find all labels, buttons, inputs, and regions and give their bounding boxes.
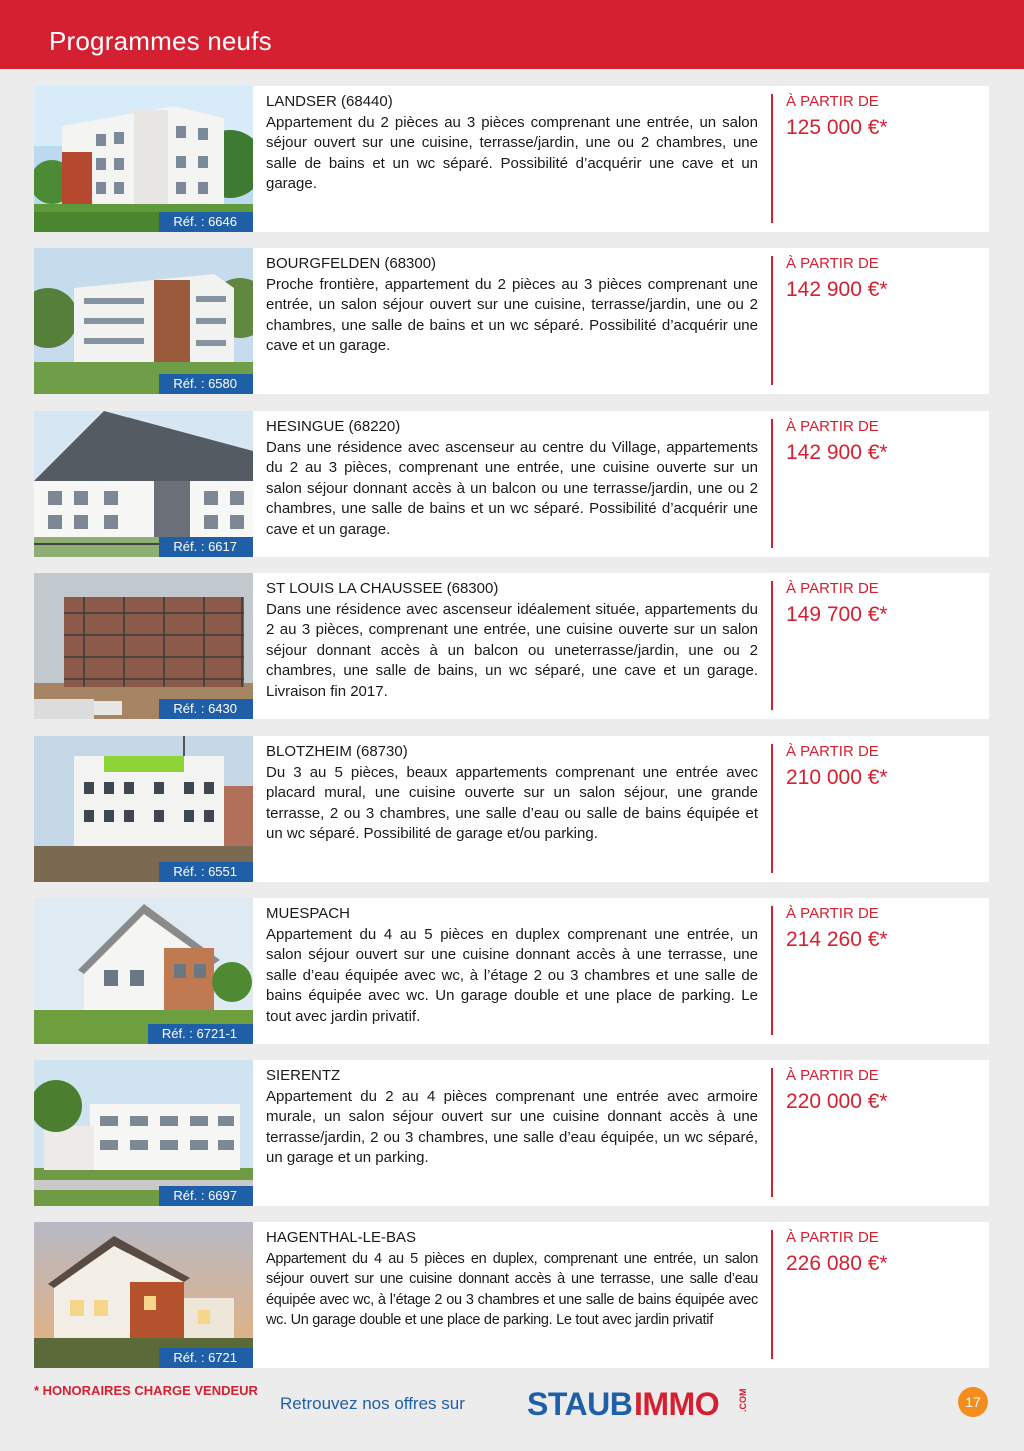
- listing-description: Appartement du 2 au 4 pièces comprenant une entrée avec armoire murale, un salon séjour ouvert sur une cuisine donnant accès à une terrasse/jardin, 2 ou 3 chambres, une salle d’eau équipée, un wc séparé, un garage et un parking.: [266, 1087, 758, 1166]
- property-photo[interactable]: [34, 1060, 253, 1206]
- reference-badge: Réf. : 6721-1: [148, 1024, 253, 1044]
- price: 226 080 €*: [786, 1252, 888, 1275]
- staubimmo-logo[interactable]: [527, 1384, 751, 1424]
- divider: [771, 94, 773, 223]
- listing-card[interactable]: [34, 248, 989, 394]
- building-illustration: [34, 1060, 253, 1206]
- house-illustration: [34, 1222, 253, 1368]
- listing-card[interactable]: [34, 1060, 989, 1206]
- listing-description: Appartement du 4 au 5 pièces en duplex, comprenant une entrée, un salon séjour ouvert sur une cuisine donnant accès à une terrasse, une salle d’eau équipée avec wc, à l’étage 2 ou 3 chambres et une salle de bains équipée avec wc. Un garage double et une place de parking. Le tout avec jardin privatif: [266, 1250, 758, 1328]
- listing-card[interactable]: [34, 736, 989, 882]
- divider: [771, 256, 773, 385]
- divider: [771, 906, 773, 1035]
- listing-title: HESINGUE (68220): [266, 418, 401, 435]
- listing-description: Proche frontière, appartement du 2 pièces au 3 pièces comprenant une entrée, un salon séjour ouvert sur une cuisine, terrasse/jardin, une ou 2 chambres, une salle de bains et un wc séparé. Possibilité d’acquérir une cave et un garage.: [266, 275, 758, 354]
- price-label: À PARTIR DE: [786, 1067, 879, 1084]
- property-photo[interactable]: [34, 411, 253, 557]
- price-label: À PARTIR DE: [786, 1229, 879, 1246]
- price: 142 900 €*: [786, 278, 888, 301]
- price-label: À PARTIR DE: [786, 93, 879, 110]
- listing-card[interactable]: [34, 898, 989, 1044]
- logo-part-staub: STAUB: [527, 1386, 633, 1422]
- listing-card[interactable]: [34, 573, 989, 719]
- property-photo[interactable]: [34, 1222, 253, 1368]
- price: 125 000 €*: [786, 116, 888, 139]
- price: 220 000 €*: [786, 1090, 888, 1113]
- listing-card[interactable]: [34, 411, 989, 557]
- website-tagline: Retrouvez nos offres sur: [280, 1394, 465, 1413]
- fee-footnote: * HONORAIRES CHARGE VENDEUR: [34, 1383, 258, 1398]
- reference-badge: Réf. : 6430: [159, 699, 253, 719]
- building-illustration: [34, 86, 253, 232]
- listing-title: HAGENTHAL-LE-BAS: [266, 1229, 417, 1246]
- divider: [771, 1230, 773, 1359]
- divider: [771, 744, 773, 873]
- listing-description: Dans une résidence avec ascenseur au centre du Village, appartements du 2 au 3 pièces, comprenant une entrée, une cuisine ouverte sur un salon séjour donnant accès à un balcon ou une terrasse/jardin, une ou 2 chambres, une salle de bains et un wc séparé. Possibilité d’acquérir une cave et un garage.: [266, 438, 758, 538]
- logo-part-immo: IMMO: [634, 1386, 720, 1422]
- price: 210 000 €*: [786, 766, 888, 789]
- property-photo[interactable]: [34, 898, 253, 1044]
- property-photo[interactable]: [34, 248, 253, 394]
- logo-suffix-com: .COM: [738, 1388, 748, 1412]
- construction-photo: [34, 573, 253, 719]
- listing-card[interactable]: [34, 86, 989, 232]
- building-illustration: [34, 736, 253, 882]
- listing-title: MUESPACH: [266, 905, 350, 922]
- price-label: À PARTIR DE: [786, 905, 879, 922]
- listing-description: Du 3 au 5 pièces, beaux appartements comprenant une entrée avec placard mural, une cuisine ouverte sur un salon séjour, une grande terrasse, 2 ou 3 chambres, une salle d’eau ou salle de bains équipée et un wc séparé. Possibilité de garage et/ou parking.: [266, 763, 758, 842]
- divider: [771, 581, 773, 710]
- house-illustration: [34, 898, 253, 1044]
- property-photo[interactable]: [34, 86, 253, 232]
- property-photo[interactable]: [34, 573, 253, 719]
- price-label: À PARTIR DE: [786, 418, 879, 435]
- price: 149 700 €*: [786, 603, 888, 626]
- price: 142 900 €*: [786, 441, 888, 464]
- price-label: À PARTIR DE: [786, 255, 879, 272]
- building-illustration: [34, 411, 253, 557]
- price: 214 260 €*: [786, 928, 888, 951]
- reference-badge: Réf. : 6580: [159, 374, 253, 394]
- reference-badge: Réf. : 6721: [159, 1348, 253, 1368]
- listing-title: BLOTZHEIM (68730): [266, 743, 408, 760]
- listing-card[interactable]: [34, 1222, 989, 1368]
- building-illustration: [34, 248, 253, 394]
- listing-title: ST LOUIS LA CHAUSSEE (68300): [266, 580, 499, 597]
- price-label: À PARTIR DE: [786, 743, 879, 760]
- listing-title: SIERENTZ: [266, 1067, 341, 1084]
- divider: [771, 419, 773, 548]
- reference-badge: Réf. : 6551: [159, 862, 253, 882]
- reference-badge: Réf. : 6617: [159, 537, 253, 557]
- listing-description: Appartement du 4 au 5 pièces en duplex comprenant une entrée, un salon séjour ouvert sur une cuisine donnant accès à une terrasse, une salle d’eau équipée avec wc, à l’étage 2 ou 3 chambres et une salle de bains équipée avec wc. Un garage double et une place de parking. Le tout avec jardin privatif.: [266, 925, 758, 1025]
- divider: [771, 1068, 773, 1197]
- listing-title: LANDSER (68440): [266, 93, 393, 110]
- page-title: Programmes neufs: [49, 26, 272, 56]
- page-header: [0, 0, 1024, 69]
- property-photo[interactable]: [34, 736, 253, 882]
- page-number-badge: 17: [958, 1387, 988, 1417]
- reference-badge: Réf. : 6646: [159, 212, 253, 232]
- price-label: À PARTIR DE: [786, 580, 879, 597]
- listing-description: Appartement du 2 pièces au 3 pièces comprenant une entrée, un salon séjour ouvert sur une cuisine, terrasse/jardin, une ou 2 chambres, une salle de bains et un wc séparé. Possibilité d’acquérir une cave et un garage.: [266, 113, 758, 192]
- reference-badge: Réf. : 6697: [159, 1186, 253, 1206]
- listing-title: BOURGFELDEN (68300): [266, 255, 437, 272]
- listing-description: Dans une résidence avec ascenseur idéalement située, appartements du 2 au 3 pièces, comprenant une entrée, une cuisine ouverte sur un salon séjour donnant accès à un balcon ou uneterrasse/jardin, une ou 2 chambres, une salle de bains, un wc séparé, une cave et un garage. Livraison fin 2017.: [266, 600, 758, 700]
